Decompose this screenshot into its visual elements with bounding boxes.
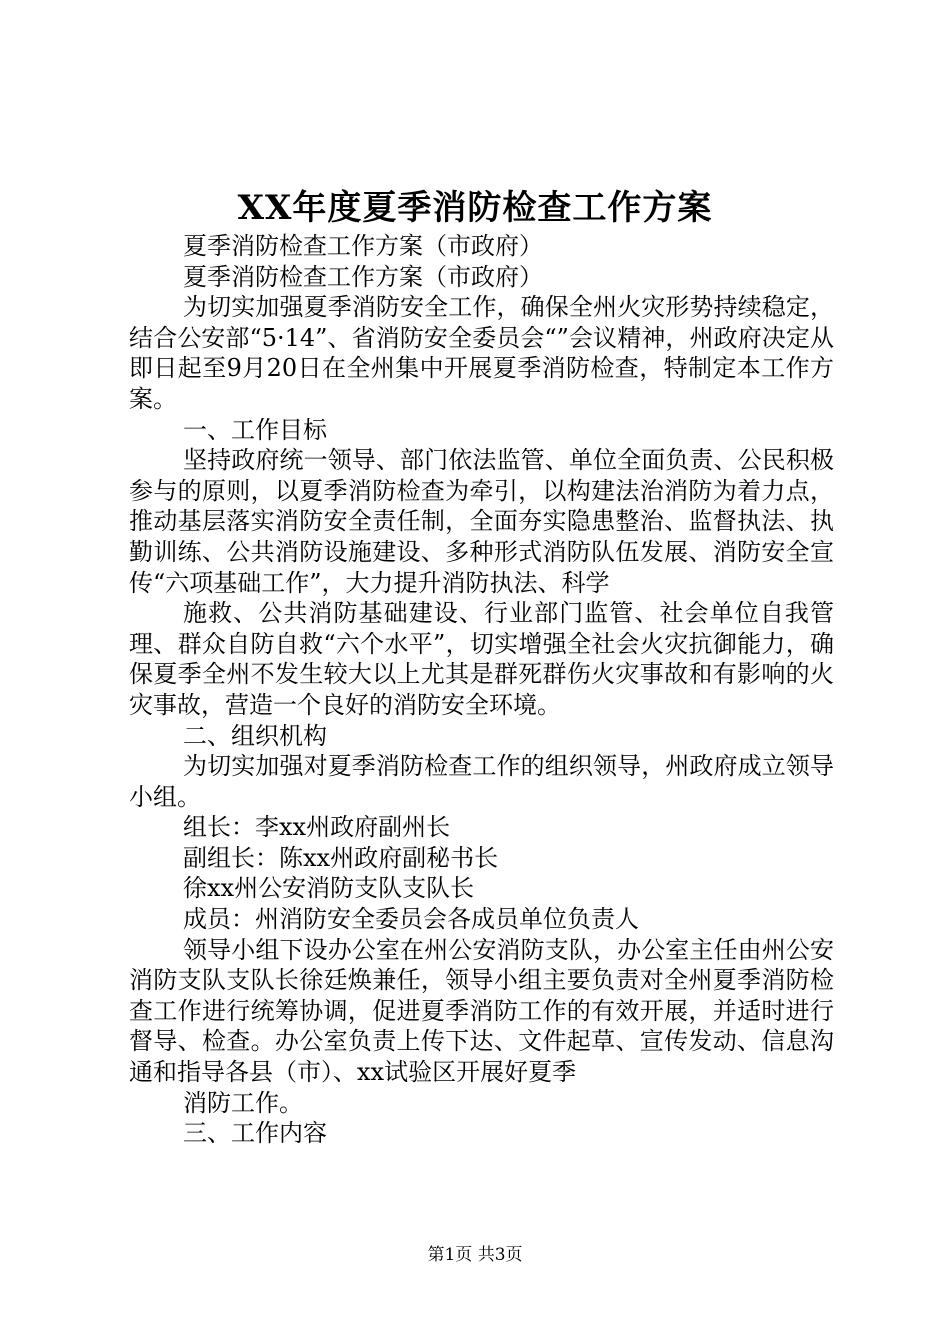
paragraph-organization: 为切实加强对夏季消防检查工作的组织领导，州政府成立领导小组。	[129, 752, 834, 811]
paragraph-deputy-leader: 副组长：陈xx州政府副秘书长	[183, 843, 499, 872]
section-heading-goals: 一、工作目标	[183, 415, 327, 444]
section-heading-organization: 二、组织机构	[183, 721, 327, 750]
paragraph-intro: 为切实加强夏季消防安全工作，确保全州火灾形势持续稳定，结合公安部“5·14”、省消防安全委员会“”会议精神，州政府决定从即日起至9月20日在全州集中开展夏季消防检查，特制定本工作方案。	[129, 293, 834, 413]
paragraph-subtitle-1: 夏季消防检查工作方案（市政府）	[183, 232, 543, 260]
paragraph-office-continued: 消防工作。	[183, 1088, 303, 1117]
document-title: XX年度夏季消防检查工作方案	[237, 188, 713, 228]
paragraph-goals: 坚持政府统一领导、部门依法监管、单位全面负责、公民积极参与的原则，以夏季消防检查为牵引，以构建法治消防为着力点，推动基层落实消防安全责任制，全面夯实隐患整治、监督执法、执勤训练、公共消防设施建设、多种形式消防队伍发展、消防安全宣传“六项基础工作”，大力提升消防执法、科学	[129, 446, 834, 597]
paragraph-office: 领导小组下设办公室在州公安消防支队，办公室主任由州公安消防支队支队长徐廷焕兼任，领导小组主要负责对全州夏季消防检查工作进行统筹协调，促进夏季消防工作的有效开展，并适时进行督导、检查。办公室负责上传下达、文件起草、宣传发动、信息沟通和指导各县（市）、xx试验区开展好夏季	[129, 935, 834, 1087]
document-body	[129, 231, 834, 1149]
paragraph-members: 成员：州消防安全委员会各成员单位负责人	[183, 905, 639, 934]
paragraph-subtitle-2: 夏季消防检查工作方案（市政府）	[183, 262, 543, 291]
paragraph-goals-continued: 施救、公共消防基础建设、行业部门监管、社会单位自我管理、群众自防自救“六个水平”，切实增强全社会火灾抗御能力，确保夏季全州不发生较大以上尤其是群死群伤火灾事故和有影响的火灾事故，营造一个良好的消防安全环境。	[129, 599, 834, 719]
section-heading-content: 三、工作内容	[183, 1119, 327, 1148]
paragraph-group-leader: 组长：李xx州政府副州长	[183, 813, 451, 842]
page-footer: 第1页 共3页	[427, 1245, 523, 1265]
paragraph-deputy-leader-2: 徐xx州公安消防支队支队长	[183, 874, 475, 903]
